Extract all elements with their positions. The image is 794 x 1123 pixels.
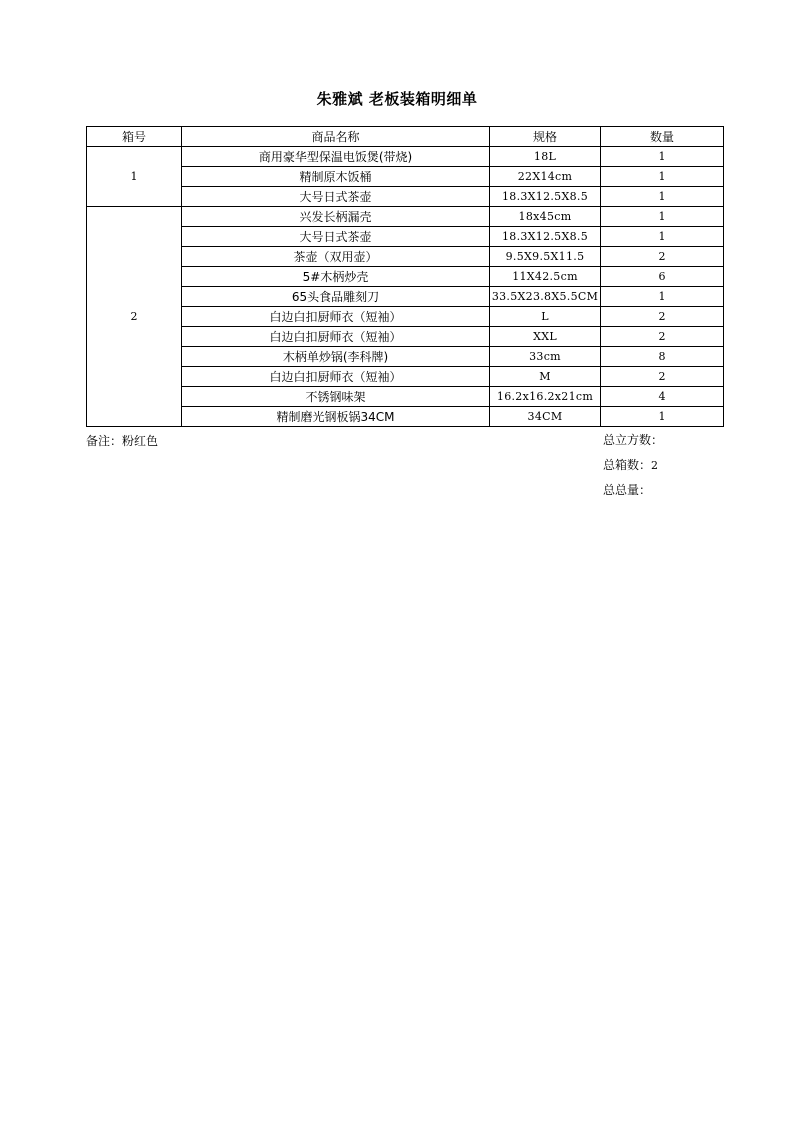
product-name-cell: 大号日式茶壶 xyxy=(182,227,490,247)
table-row xyxy=(87,267,724,287)
total-volume-row xyxy=(603,428,663,453)
box-number-cell: 1 xyxy=(87,147,182,207)
product-name-cell: 茶壶（双用壶） xyxy=(182,247,490,267)
header-product-name: 商品名称 xyxy=(182,127,490,147)
spec-cell: M xyxy=(490,367,601,387)
table-row xyxy=(87,247,724,267)
product-name-cell: 白边白扣厨师衣（短袖） xyxy=(182,327,490,347)
header-quantity: 数量 xyxy=(601,127,724,147)
spec-cell: 16.2x16.2x21cm xyxy=(490,387,601,407)
product-name-cell: 白边白扣厨师衣（短袖） xyxy=(182,367,490,387)
quantity-cell: 1 xyxy=(601,287,724,307)
table-row xyxy=(87,207,724,227)
product-name-cell: 兴发长柄漏壳 xyxy=(182,207,490,227)
total-weight-row xyxy=(603,478,663,503)
table-row xyxy=(87,367,724,387)
header-specification: 规格 xyxy=(490,127,601,147)
quantity-cell: 1 xyxy=(601,167,724,187)
quantity-cell: 8 xyxy=(601,347,724,367)
spec-cell: 34CM xyxy=(490,407,601,427)
quantity-cell: 2 xyxy=(601,247,724,267)
table-row xyxy=(87,387,724,407)
spec-cell: 18L xyxy=(490,147,601,167)
quantity-cell: 1 xyxy=(601,187,724,207)
total-boxes-value: 2 xyxy=(651,459,659,472)
summary-block xyxy=(603,428,663,503)
table-row xyxy=(87,407,724,427)
spec-cell: 11X42.5cm xyxy=(490,267,601,287)
remark-note: 备注：粉红色 xyxy=(86,434,159,448)
quantity-cell: 1 xyxy=(601,147,724,167)
spec-cell: XXL xyxy=(490,327,601,347)
spec-cell: L xyxy=(490,307,601,327)
quantity-cell: 6 xyxy=(601,267,724,287)
quantity-cell: 2 xyxy=(601,367,724,387)
product-name-cell: 木柄单炒锅(李科牌) xyxy=(182,347,490,367)
table-row xyxy=(87,147,724,167)
product-name-cell: 精制原木饭桶 xyxy=(182,167,490,187)
table-row xyxy=(87,187,724,207)
table-row xyxy=(87,347,724,367)
quantity-cell: 1 xyxy=(601,407,724,427)
spec-cell: 22X14cm xyxy=(490,167,601,187)
total-volume-label: 总立方数： xyxy=(603,433,664,447)
product-name-cell: 白边白扣厨师衣（短袖） xyxy=(182,307,490,327)
spec-cell: 18.3X12.5X8.5 xyxy=(490,187,601,207)
header-box-number: 箱号 xyxy=(87,127,182,147)
product-name-cell: 65头食品雕刻刀 xyxy=(182,287,490,307)
spec-cell: 33.5X23.8X5.5CM xyxy=(490,287,601,307)
product-name-cell: 商用豪华型保温电饭煲(带烧) xyxy=(182,147,490,167)
spec-cell: 18.3X12.5X8.5 xyxy=(490,227,601,247)
table-row xyxy=(87,227,724,247)
table-row xyxy=(87,287,724,307)
document-title: 朱雅斌 老板装箱明细单 xyxy=(316,90,478,108)
total-boxes-row xyxy=(603,453,663,478)
table-header-row xyxy=(87,127,724,147)
quantity-cell: 2 xyxy=(601,327,724,347)
quantity-cell: 1 xyxy=(601,207,724,227)
spec-cell: 33cm xyxy=(490,347,601,367)
table-row xyxy=(87,327,724,347)
product-name-cell: 精制磨光钢板锅34CM xyxy=(182,407,490,427)
product-name-cell: 5#木柄炒壳 xyxy=(182,267,490,287)
product-name-cell: 不锈钢味架 xyxy=(182,387,490,407)
total-boxes-label: 总箱数： xyxy=(603,458,652,472)
quantity-cell: 2 xyxy=(601,307,724,327)
quantity-cell: 1 xyxy=(601,227,724,247)
spec-cell: 18x45cm xyxy=(490,207,601,227)
product-name-cell: 大号日式茶壶 xyxy=(182,187,490,207)
quantity-cell: 4 xyxy=(601,387,724,407)
box-number-cell: 2 xyxy=(87,207,182,427)
table-row xyxy=(87,307,724,327)
spec-cell: 9.5X9.5X11.5 xyxy=(490,247,601,267)
packing-list-table xyxy=(86,126,724,427)
table-row xyxy=(87,167,724,187)
total-weight-label: 总总量： xyxy=(603,483,652,497)
